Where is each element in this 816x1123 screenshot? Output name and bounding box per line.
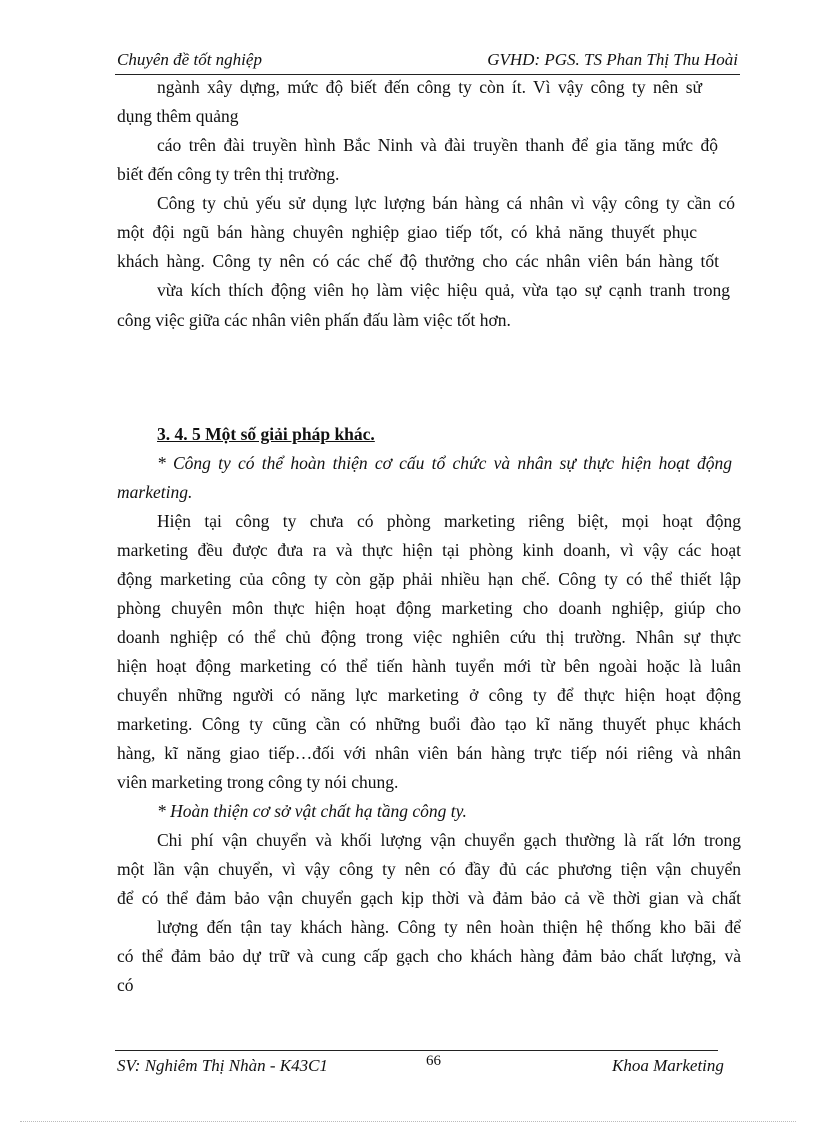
- subheading: * Công ty có thể hoàn thiện cơ cấu tổ chức và nhân sự thực hiện hoạt động: [157, 453, 732, 473]
- page-bottom-border: [20, 1121, 796, 1122]
- text-line: một lần vận chuyển, vì vậy công ty nên có đầy đủ các phương tiện vận chuyển: [117, 859, 741, 879]
- page-header: [115, 48, 740, 75]
- header-title: Chuyên đề tốt nghiệp: [117, 50, 262, 69]
- text-line: hàng, kĩ năng giao tiếp…đối với nhân viên bán hàng trực tiếp nói riêng và nhân: [117, 743, 741, 763]
- text-line: để có thể đảm bảo vận chuyển gạch kịp thời và đảm bảo cả về thời gian và chất: [117, 888, 741, 908]
- footer-student: SV: Nghiêm Thị Nhàn - K43C1: [117, 1056, 328, 1075]
- text-line: hiện hoạt động marketing có thể tiến hành tuyển mới từ bên ngoài hoặc là luân: [117, 656, 741, 676]
- subheading: * Hoàn thiện cơ sở vật chất hạ tầng công ty.: [157, 801, 467, 821]
- header-advisor: GVHD: PGS. TS Phan Thị Thu Hoài: [487, 50, 738, 69]
- text-line: khách hàng. Công ty nên có các chế độ thưởng cho các nhân viên bán hàng tốt: [117, 251, 719, 271]
- text-line: Chi phí vận chuyển và khối lượng vận chuyển gạch thường là rất lớn trong: [157, 830, 741, 850]
- subheading: marketing.: [117, 482, 193, 502]
- text-line: công việc giữa các nhân viên phấn đấu làm việc tốt hơn.: [117, 310, 511, 330]
- text-line: Hiện tại công ty chưa có phòng marketing riêng biệt, mọi hoạt động: [157, 511, 741, 531]
- text-line: ngành xây dựng, mức độ biết đến công ty còn ít. Vì vậy công ty nên sử: [157, 77, 702, 97]
- text-line: dụng thêm quảng: [117, 106, 239, 126]
- section-heading: 3. 4. 5 Một số giải pháp khác.: [157, 424, 375, 444]
- text-line: phòng chuyên môn thực hiện hoạt động marketing cho doanh nghiệp, giúp cho: [117, 598, 741, 618]
- text-line: có: [117, 975, 134, 995]
- footer-rule: [115, 1050, 718, 1051]
- text-line: cáo trên đài truyền hình Bắc Ninh và đài truyền thanh để gia tăng mức độ: [157, 135, 718, 155]
- footer-department: Khoa Marketing: [612, 1056, 724, 1075]
- text-line: marketing. Công ty cũng cần có những buổi đào tạo kĩ năng thuyết phục khách: [117, 714, 741, 734]
- text-line: một đội ngũ bán hàng chuyên nghiệp giao tiếp tốt, có khả năng thuyết phục: [117, 222, 697, 242]
- text-line: động marketing của công ty còn gặp phải nhiều hạn chế. Công ty có thể thiết lập: [117, 569, 741, 589]
- page-number: 66: [426, 1053, 441, 1069]
- text-line: biết đến công ty trên thị trường.: [117, 164, 340, 184]
- text-line: vừa kích thích động viên họ làm việc hiệu quả, vừa tạo sự cạnh tranh trong: [157, 280, 730, 300]
- text-line: marketing đều được đưa ra và thực hiện tại phòng kinh doanh, vì vậy các hoạt: [117, 540, 741, 560]
- text-line: doanh nghiệp có thể chủ động trong việc nghiên cứu thị trường. Nhân sự thực: [117, 627, 741, 647]
- text-line: viên marketing trong công ty nói chung.: [117, 772, 399, 792]
- text-line: có thể đảm bảo dự trữ và cung cấp gạch cho khách hàng đảm bảo chất lượng, và: [117, 946, 741, 966]
- text-line: chuyển những người có năng lực marketing ở công ty để thực hiện hoạt động: [117, 685, 741, 705]
- text-line: lượng đến tận tay khách hàng. Công ty nên hoàn thiện hệ thống kho bãi để: [157, 917, 741, 937]
- text-line: Công ty chủ yếu sử dụng lực lượng bán hàng cá nhân vì vậy công ty cần có: [157, 193, 735, 213]
